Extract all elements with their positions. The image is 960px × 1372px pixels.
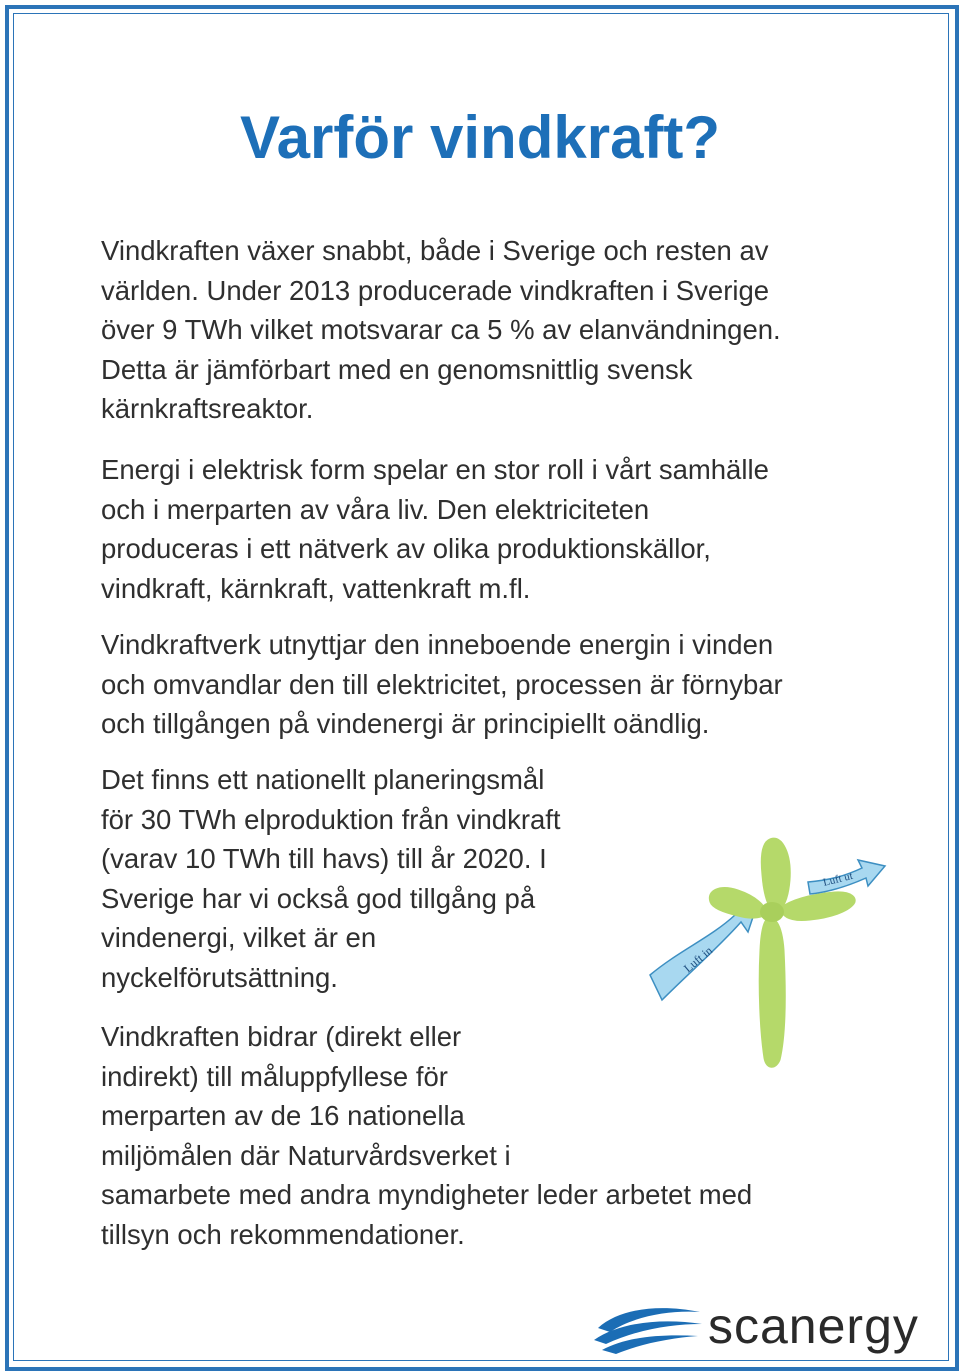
text-line: för 30 TWh elproduktion från vindkraft <box>101 803 561 835</box>
text-line: nyckelförutsättning. <box>101 961 338 993</box>
text-line: och i merparten av våra liv. Den elektriciteten <box>101 493 650 525</box>
logo-swoosh-icon <box>590 1298 710 1358</box>
text-line: Sverige har vi också god tillgång på <box>101 882 536 914</box>
text-line: över 9 TWh vilket motsvarar ca 5 % av elanvändningen. <box>101 314 781 345</box>
text-line: kärnkraftsreaktor. <box>101 393 314 424</box>
text-line: indirekt) till måluppfyllese för <box>101 1060 448 1092</box>
paragraph-energy <box>101 450 769 608</box>
text-line: Vindkraften växer snabbt, både i Sverige och resten av <box>101 235 769 266</box>
text-line: vindkraft, kärnkraft, vattenkraft m.fl. <box>101 572 531 604</box>
text-line: världen. Under 2013 producerade vindkraften i Sverige <box>101 274 770 306</box>
text-line: (varav 10 TWh till havs) till år 2020. I <box>101 843 547 874</box>
turbine-rotor <box>709 838 855 1067</box>
text-line: Detta är jämförbart med en genomsnittlig svensk <box>101 353 693 385</box>
air-in-label: Luft in <box>680 943 716 976</box>
text-line: och tillgången på vindenergi är principiellt oändlig. <box>101 708 710 739</box>
text-line: vindenergi, vilket är en <box>101 922 377 953</box>
text-line: miljömålen där Naturvårdsverket i <box>101 1139 511 1171</box>
scanergy-logo <box>590 1298 940 1358</box>
logo-wordmark: scanergy <box>708 1298 919 1354</box>
text-line: tillsyn och rekommendationer. <box>101 1218 465 1250</box>
text-line: samarbete med andra myndigheter leder arbetet med <box>101 1179 753 1210</box>
text-line: merparten av de 16 nationella <box>101 1100 465 1131</box>
text-line: produceras i ett nätverk av olika produktionskällor, <box>101 533 711 564</box>
paragraph-wind-turbines <box>101 625 783 744</box>
air-out-label: Luft ut <box>821 869 855 889</box>
paragraph-growth <box>101 231 781 429</box>
paragraph-planning-goal <box>101 760 561 997</box>
text-line: Vindkraften bidrar (direkt eller <box>101 1021 462 1052</box>
text-line: och omvandlar den till elektricitet, processen är förnybar <box>101 668 783 700</box>
wind-turbine-illustration <box>640 820 900 1075</box>
text-line: Det finns ett nationellt planeringsmål <box>101 764 545 795</box>
air-out-arrow <box>808 860 885 894</box>
page-title: Varför vindkraft? <box>239 104 721 171</box>
text-line: Energi i elektrisk form spelar en stor roll i vårt samhälle <box>101 454 769 485</box>
text-line: Vindkraftverk utnyttjar den inneboende energin i vinden <box>101 629 774 660</box>
